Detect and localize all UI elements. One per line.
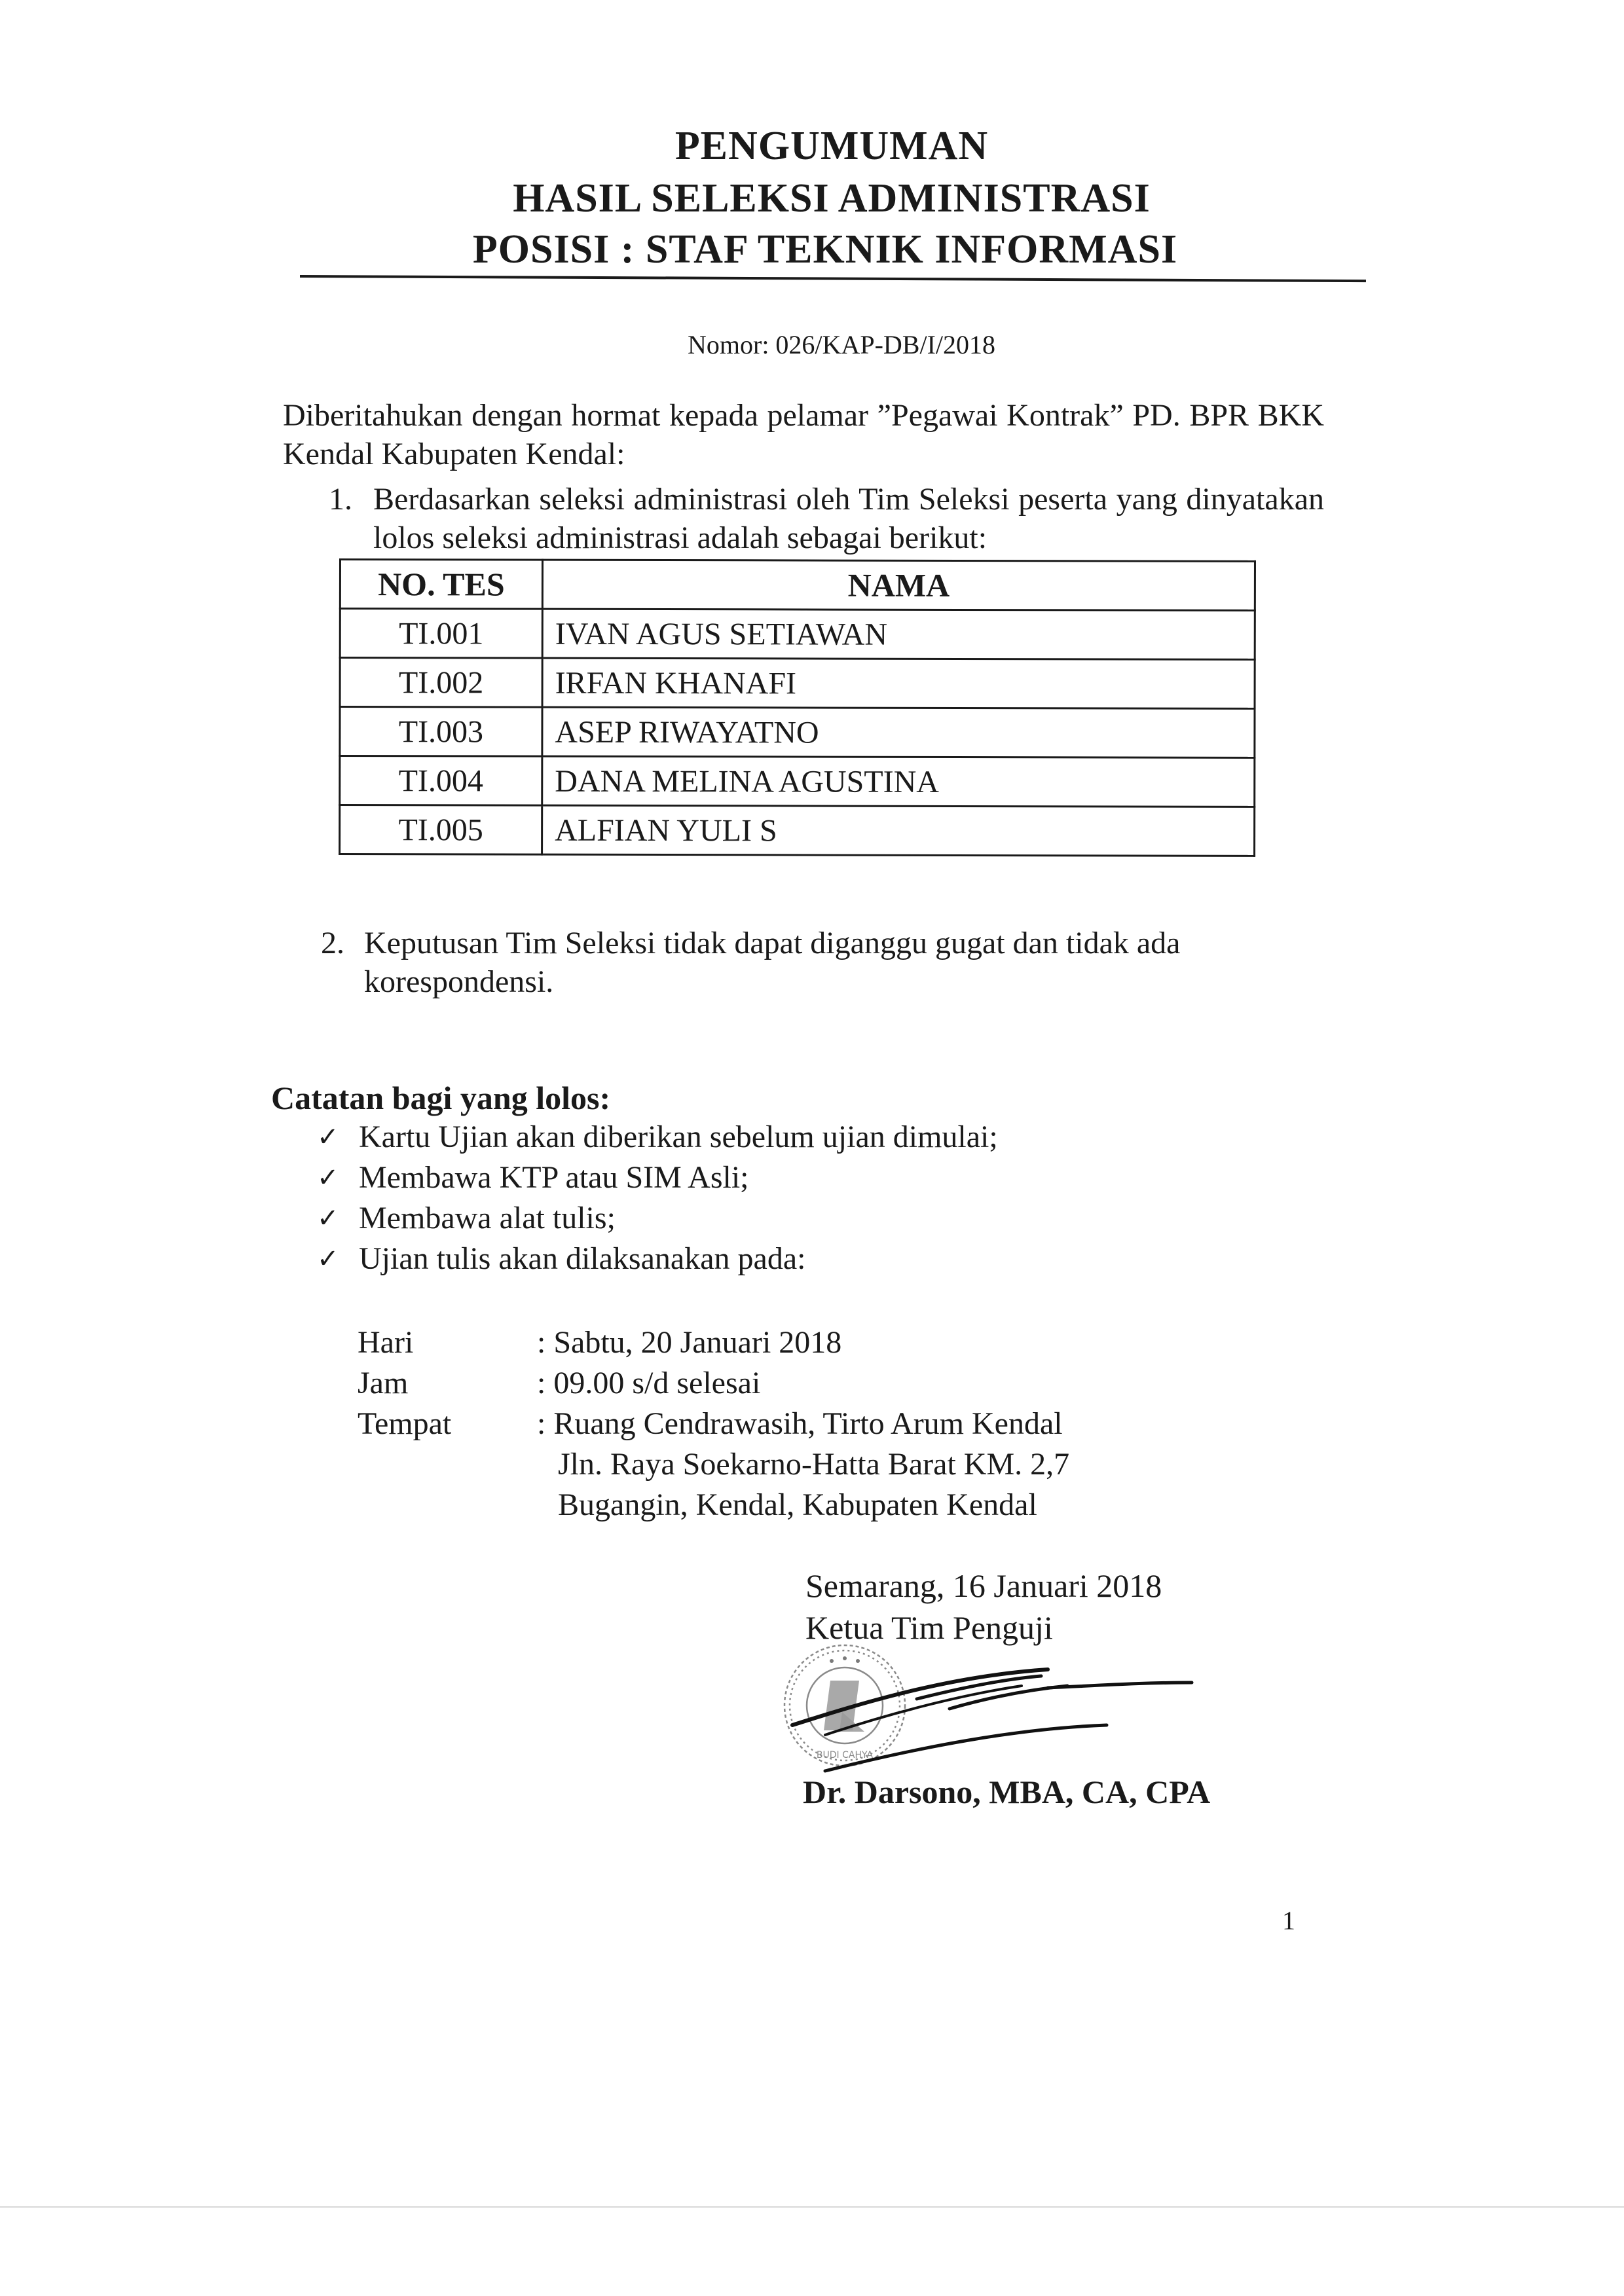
jam-label: Jam <box>358 1366 409 1400</box>
note-text: Membawa alat tulis; <box>359 1201 616 1235</box>
cell-nama: DANA MELINA AGUSTINA <box>542 756 1255 807</box>
cell-no-tes: TI.003 <box>340 707 542 757</box>
hari-label: Hari <box>358 1325 414 1360</box>
list-item-2 <box>321 924 1329 1001</box>
page-number: 1 <box>1282 1906 1295 1935</box>
note-item <box>317 1157 998 1198</box>
cell-nama: ALFIAN YULI S <box>542 805 1255 856</box>
header-no-tes: NO. TES <box>340 560 542 610</box>
note-text: Membawa KTP atau SIM Asli; <box>359 1160 749 1195</box>
cell-no-tes: TI.002 <box>340 658 542 708</box>
table-row <box>340 805 1255 856</box>
cell-nama: IVAN AGUS SETIAWAN <box>542 609 1255 659</box>
table-row <box>340 609 1255 660</box>
note-text: Ujian tulis akan dilaksanakan pada: <box>359 1241 806 1276</box>
schedule-row-hari <box>358 1322 1069 1363</box>
signature-block <box>805 1565 1162 1649</box>
cell-nama: ASEP RIWAYATNO <box>542 707 1255 757</box>
document-number: Nomor: 026/KAP-DB/I/2018 <box>688 330 995 359</box>
intro-paragraph: Diberitahukan dengan hormat kepada pelamar ”Pegawai Kontrak” PD. BPR BKK Kendal Kabupaten Kendal: <box>283 398 1324 471</box>
list-text: Berdasarkan seleksi administrasi oleh Tim Seleksi peserta yang dinyatakan lolos seleksi administrasi adalah sebagai berikut: <box>373 482 1324 555</box>
jam-value: : 09.00 s/d selesai <box>537 1366 761 1400</box>
checkmark-icon: ✓ <box>317 1203 339 1233</box>
svg-text:BUDI CAHYA: BUDI CAHYA <box>816 1750 874 1760</box>
notes-list <box>317 1117 998 1279</box>
note-item <box>317 1239 998 1279</box>
hari-value: : Sabtu, 20 Januari 2018 <box>537 1325 842 1360</box>
list-number: 1. <box>329 482 352 517</box>
title-pengumuman: PENGUMUMAN <box>674 124 989 168</box>
checkmark-icon: ✓ <box>317 1163 339 1193</box>
note-item <box>317 1117 998 1157</box>
handwritten-signature <box>786 1650 1211 1781</box>
list-text: Keputusan Tim Seleksi tidak dapat diganggu gugat dan tidak ada korespondensi. <box>364 926 1181 999</box>
cell-no-tes: TI.001 <box>340 609 542 659</box>
cell-no-tes: TI.005 <box>340 805 542 855</box>
exam-schedule <box>358 1322 1069 1525</box>
header-nama: NAMA <box>542 560 1255 610</box>
table-row <box>340 658 1255 709</box>
notes-title: Catatan bagi yang lolos: <box>271 1080 611 1116</box>
tempat-label: Tempat <box>358 1406 452 1441</box>
cell-no-tes: TI.004 <box>340 756 542 806</box>
place-date: Semarang, 16 Januari 2018 <box>805 1567 1162 1604</box>
scan-edge-line <box>0 2206 1624 2208</box>
tempat-address-line2: Jln. Raya Soekarno-Hatta Barat KM. 2,7 <box>558 1447 1070 1482</box>
checkmark-icon: ✓ <box>317 1244 339 1274</box>
checkmark-icon: ✓ <box>317 1122 339 1152</box>
note-item <box>317 1198 998 1239</box>
cell-nama: IRFAN KHANAFI <box>542 658 1255 708</box>
table-row <box>340 707 1255 758</box>
results-table <box>339 558 1256 857</box>
list-number: 2. <box>321 926 344 960</box>
schedule-row-jam <box>358 1363 1069 1404</box>
table-row <box>340 756 1255 807</box>
signer-role: Ketua Tim Penguji <box>805 1609 1053 1646</box>
schedule-row-tempat <box>358 1404 1069 1444</box>
list-item-1 <box>329 481 1324 557</box>
table-header-row <box>340 560 1255 611</box>
signer-name: Dr. Darsono, MBA, CA, CPA <box>803 1774 1211 1810</box>
tempat-address-line3: Bugangin, Kendal, Kabupaten Kendal <box>558 1487 1037 1522</box>
title-hasil-seleksi: HASIL SELEKSI ADMINISTRASI <box>513 176 1151 221</box>
tempat-value: : Ruang Cendrawasih, Tirto Arum Kendal <box>537 1406 1063 1441</box>
title-divider <box>300 275 1366 282</box>
title-posisi: POSISI : STAF TEKNIK INFORMASI <box>472 227 1178 272</box>
note-text: Kartu Ujian akan diberikan sebelum ujian dimulai; <box>359 1120 998 1154</box>
